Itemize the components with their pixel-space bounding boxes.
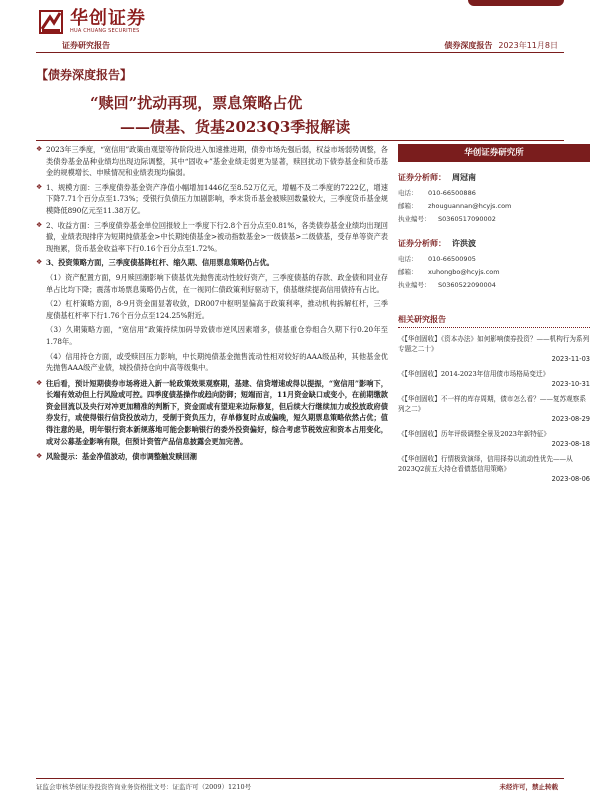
footer-copyright: 未经许可，禁止转载 xyxy=(499,783,558,791)
related-report-date: 2023-08-29 xyxy=(551,415,590,423)
diamond-bullet-icon: ❖ xyxy=(36,182,43,191)
header-corner-tab xyxy=(468,0,564,6)
brand-logo xyxy=(36,6,196,38)
report-tag: 【债券深度报告】 xyxy=(36,68,133,82)
related-research-title: 相关研究报告 xyxy=(398,314,590,328)
diamond-bullet-icon: ❖ xyxy=(36,452,43,461)
strategy-credit: （4）信用持仓方面，或受赎回压力影响，中长期纯债基金抛售流动性相对较好的AAA级品种，其他基金优先抛售AAA级产业债，城投债持仓向中高等级集中。 xyxy=(46,351,388,373)
analyst-1-title: 证券分析师： 周冠南 xyxy=(398,172,476,182)
logo-text-cn: 华创证券 xyxy=(70,8,146,29)
strategy-duration: （3）久期策略方面，“宽信用”政策持续加码导致债市逆风因素增多，债基重仓券组合久期下行0.20年至1.78年。 xyxy=(46,325,388,346)
sidebar xyxy=(398,144,590,483)
diamond-bullet-icon: ❖ xyxy=(36,258,43,267)
analyst-1-contact: 电话： 010-66500886 邮箱： zhouguannan@hcyjs.com 执业编号： S0360517090002 xyxy=(398,189,512,223)
analyst-2-name: 许洪波 xyxy=(452,238,476,248)
analyst-1-name: 周冠南 xyxy=(452,172,476,182)
logo-mark-icon xyxy=(36,7,66,37)
risk-warning xyxy=(36,451,388,463)
strategy-leverage: （2）杠杆策略方面，8-9月资金面显著收敛，DR007中枢明显偏高于政策利率，推动机构拆解杠杆，三季度债基杠杆率下行1.76个百分点至124.25%附近。 xyxy=(46,299,388,320)
institute-banner: 华创证券研究所 xyxy=(398,144,590,162)
analyst-2-cert: S0360522090004 xyxy=(438,281,496,289)
analyst-2-email[interactable]: xuhongbo@hcyjs.com xyxy=(428,268,500,276)
report-type-label: 证券研究报告 xyxy=(62,41,110,50)
summary-strategy: ❖ 3、投资策略方面，三季度债基降杠杆、缩久期、信用票息策略仍占优。 xyxy=(36,258,274,268)
report-subtitle: ——债基、货基2023Q3季报解读 xyxy=(120,118,351,136)
summary-outlook: ❖ 往后看，预计短期债券市场将进入新一轮政策效果观察期，基建、信贷增速或得以提振，“宽信用”影响下，长端有效动但上行风险或可控。四季度债基操作或趋向防御；短端而言，11月资金缺口或变小，在前期缴款资金回流以及央行对冲更加精准的判断下，资金面或有望迎来边际修复，但后续大行继续加力或投放政府债券发行，或使得银行信贷投放动力，受制于资负压力，存单修复时点或偏晚，短久期票息策略依然占优；值得注意的是，明年银行资本新规落地可能会影响银行的委外投资偏好，综合考虑节税效应和资本占用变化，或对公募基金影响有限，但预计资管产品信息披露会更加完善。 xyxy=(36,378,388,446)
analyst-2-title: 证券分析师： 许洪波 xyxy=(398,238,476,248)
risk-label: 风险提示： xyxy=(46,452,82,462)
report-title: “赎回”扰动再现，票息策略占优 xyxy=(90,94,303,112)
analyst-1-email[interactable]: zhouguannan@hcyjs.com xyxy=(428,202,512,210)
related-report-date: 2023-11-03 xyxy=(551,355,590,363)
footer-divider xyxy=(36,778,564,779)
related-research-list xyxy=(398,334,590,483)
related-report-link[interactable]: 《【华创固收】行情极致演绎，信用择券以流动性优先——从2023Q2前五大持仓看债基信用策略》 xyxy=(398,455,573,473)
analyst-1-phone: 010-66500886 xyxy=(428,189,476,197)
footer-license: 证监会审核华创证券投资咨询业务资格批文号：证监许可（2009）1210号 xyxy=(36,783,252,791)
diamond-bullet-icon: ❖ xyxy=(36,220,43,229)
related-report-link[interactable]: 《【华创固收】2014-2023年信用债市场格局变迁》 xyxy=(398,370,550,378)
diamond-bullet-icon: ❖ xyxy=(36,378,43,387)
header-divider xyxy=(36,52,564,53)
report-date: 2023年11月8日 xyxy=(498,41,558,50)
related-report-date: 2023-08-06 xyxy=(551,475,590,483)
title-divider xyxy=(36,140,564,141)
related-report-link[interactable]: 《【华创固收】历年评级调整全景及2023年新特征》 xyxy=(398,430,550,438)
related-report-date: 2023-10-31 xyxy=(551,380,590,388)
summary-intro: ❖ 2023年三季度，“宽信用”政策由观望等待阶段进入加速推进期，债券市场先强后弱，权益市场弱势调整，各类债券基金品种业绩均出现边际调整，其中“固收+”基金业绩走弱更为显著，赎回扰动下债券基金和货币基金的规模增长、申赎情况和业绩表现均偏弱。 xyxy=(36,145,388,178)
analyst-2-phone: 010-66500905 xyxy=(428,255,476,263)
diamond-bullet-icon: ❖ xyxy=(36,145,43,153)
analyst-2-contact: 电话： 010-66500905 邮箱： xuhongbo@hcyjs.com 执业编号： S0360522090004 xyxy=(398,255,500,289)
risk-text: 基金净值波动，债市调整触发赎回潮 xyxy=(81,452,197,462)
analyst-1-cert: S0360517090002 xyxy=(438,215,496,223)
related-report-link[interactable]: 《【华创固收】《资本办法》如何影响债券投资？——机构行为系列专题之二十》 xyxy=(398,335,590,353)
summary-returns: ❖ 2、收益方面：三季度债券基金单位回报较上一季度下行2.8个百分点至0.81%，各类债券基金业绩均出现回撤，业绩表现排序为短期纯债基金>中长期纯债基金>被动指数基金>一级债基>二级债基，受存单等资产表现拖累，货币基金收益率下行0.16个百分点至1.72%。 xyxy=(36,220,388,253)
logo-text-en: HUA CHUANG SECURITIES xyxy=(70,28,140,34)
strategy-asset-allocation: （1）资产配置方面，9月赎回潮影响下债基优先抛售流动性较好资产，三季度债基的存款、政金债和同业存单占比均下降；震荡市场票息策略仍占优，在一视同仁债政策利好驱动下，债基继续提高信用债持有占比。 xyxy=(46,272,388,294)
related-report-date: 2023-08-18 xyxy=(551,440,590,448)
summary-body xyxy=(36,144,388,466)
summary-scale: ❖ 1、规模方面：三季度债券基金资产净值小幅增加1446亿至8.52万亿元，增幅不及二季度的7222亿，增速下降7.71个百分点至1.73%；受银行负债压力加剧影响，季末货币基金被赎回数量较大，三季度货币基金规模降低890亿元至11.38万亿。 xyxy=(36,182,388,215)
report-date-line xyxy=(444,40,558,51)
doc-type: 债券深度报告 xyxy=(444,41,493,50)
related-report-link[interactable]: 《【华创固收】不一样的库存周期，债市怎么看？——复苏观察系列之二》 xyxy=(398,395,586,413)
